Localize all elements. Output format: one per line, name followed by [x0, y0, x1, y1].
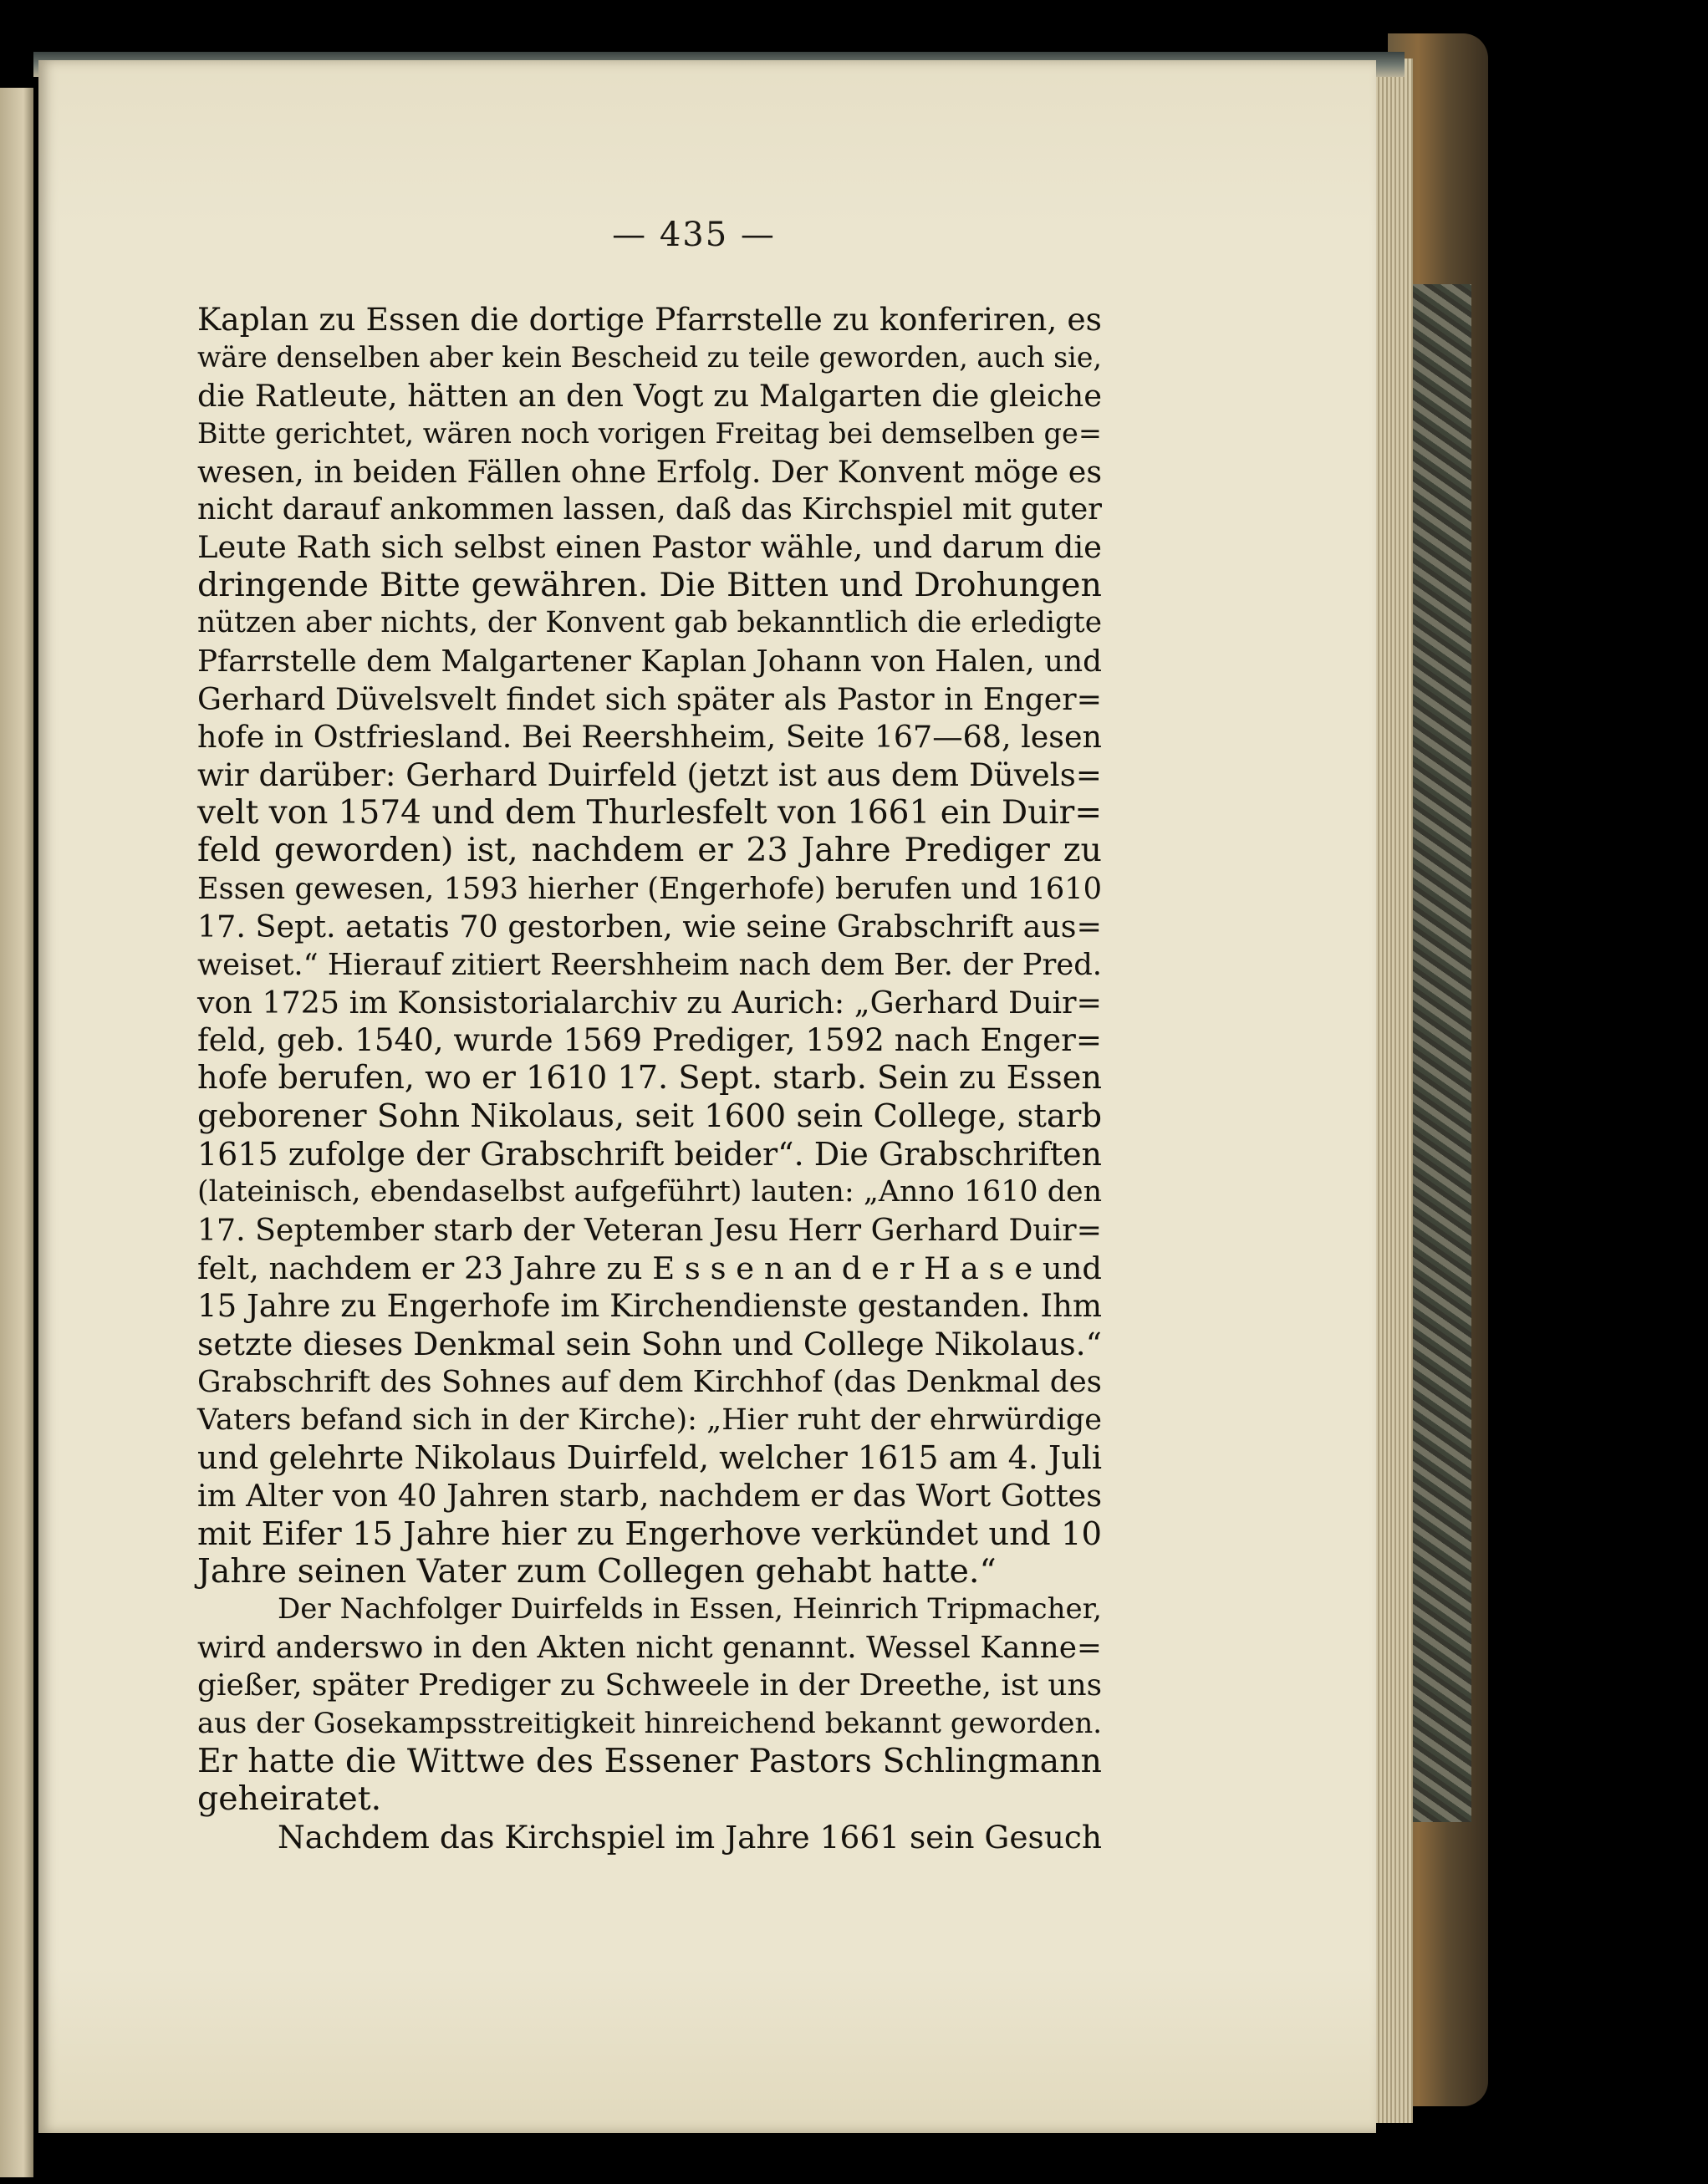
- text-line: wir darüber: Gerhard Duirfeld (jetzt ist aus dem Düvels=: [197, 756, 1102, 793]
- text-line: 1615 zufolge der Grabschrift beider“. Die Grabschriften: [197, 1135, 1102, 1173]
- text-line: dringende Bitte gewähren. Die Bitten und Drohungen: [197, 565, 1102, 604]
- text-line: von 1725 im Konsistorialarchiv zu Aurich: „Gerhard Duir=: [197, 985, 1102, 1021]
- text-line: wird anderswo in den Akten nicht genannt. Wessel Kanne=: [197, 1630, 1102, 1665]
- text-line: Bitte gerichtet, wären noch vorigen Freitag bei demselben ge=: [197, 417, 1102, 451]
- text-line: Leute Rath sich selbst einen Pastor wähle, und darum die: [197, 529, 1102, 566]
- text-line: aus der Gosekampsstreitigkeit hinreichend bekannt geworden.: [197, 1707, 1102, 1740]
- body-text: [197, 301, 1102, 1856]
- text-line: feld, geb. 1540, wurde 1569 Prediger, 1592 nach Enger=: [197, 1022, 1102, 1059]
- text-line: velt von 1574 und dem Thurlesfelt von 1661 ein Duir=: [197, 794, 1102, 832]
- text-line: Der Nachfolger Duirfelds in Essen, Heinrich Tripmacher,: [278, 1592, 1102, 1627]
- text-line: (lateinisch, ebendaselbst aufgeführt) lauten: „Anno 1610 den: [197, 1174, 1102, 1209]
- text-line: Vaters befand sich in der Kirche): „Hier ruht der ehrwürdige: [197, 1403, 1102, 1438]
- text-line: Gerhard Düvelsvelt findet sich später als Pastor in Enger=: [197, 680, 1102, 717]
- text-line: Grabschrift des Sohnes auf dem Kirchhof (das Denkmal des: [197, 1364, 1102, 1399]
- text-line: Essen gewesen, 1593 hierher (Engerhofe) berufen und 1610: [197, 871, 1102, 906]
- text-line: 17. Sept. aetatis 70 gestorben, wie seine Grabschrift aus=: [197, 909, 1102, 945]
- text-line: gießer, später Prediger zu Schweele in der Dreethe, ist uns: [197, 1668, 1102, 1703]
- text-line: geheiratet.: [197, 1779, 382, 1819]
- text-line: wesen, in beiden Fällen ohne Erfolg. Der Konvent möge es: [197, 453, 1102, 490]
- text-line: hofe in Ostfriesland. Bei Reershheim, Seite 167—68, lesen: [197, 719, 1102, 756]
- text-line: nicht darauf ankommen lassen, daß das Kirchspiel mit guter: [197, 491, 1102, 527]
- text-line: felt, nachdem er 23 Jahre zu E s s e n an d e r H a s e und: [197, 1250, 1102, 1286]
- text-line: 15 Jahre zu Engerhofe im Kirchendienste gestanden. Ihm: [197, 1288, 1102, 1325]
- text-line: nützen aber nichts, der Konvent gab bekanntlich die erledigte: [197, 606, 1102, 640]
- text-line: Kaplan zu Essen die dortige Pfarrstelle zu konferiren, es: [197, 301, 1102, 338]
- marbled-cover-pattern: [1413, 284, 1471, 1822]
- text-line: setzte dieses Denkmal sein Sohn und College Nikolaus.“: [197, 1325, 1102, 1362]
- previous-page-edge: [0, 88, 33, 2177]
- text-line: feld geworden) ist, nachdem er 23 Jahre Prediger zu: [197, 831, 1102, 870]
- text-line: und gelehrte Nikolaus Duirfeld, welcher 1615 am 4. Juli: [197, 1438, 1102, 1476]
- text-line: Nachdem das Kirchspiel im Jahre 1661 sein Gesuch: [278, 1818, 1102, 1856]
- text-line: wäre denselben aber kein Bescheid zu teile geworden, auch sie,: [197, 341, 1102, 374]
- text-line: geborener Sohn Nikolaus, seit 1600 sein College, starb: [197, 1097, 1102, 1136]
- text-line: hofe berufen, wo er 1610 17. Sept. starb. Sein zu Essen: [197, 1059, 1102, 1097]
- text-line: 17. September starb der Veteran Jesu Herr Gerhard Duir=: [197, 1212, 1102, 1249]
- page-number: — 435 —: [612, 216, 776, 254]
- text-line: mit Eifer 15 Jahre hier zu Engerhove verkündet und 10: [197, 1515, 1102, 1553]
- text-line: weiset.“ Hierauf zitiert Reershheim nach dem Ber. der Pred.: [197, 947, 1102, 982]
- text-line: Pfarrstelle dem Malgartener Kaplan Johann von Halen, und: [197, 644, 1102, 679]
- text-line: die Ratleute, hätten an den Vogt zu Malgarten die gleiche: [197, 377, 1102, 414]
- page-block-edges: [1371, 59, 1413, 2123]
- text-line: im Alter von 40 Jahren starb, nachdem er das Wort Gottes: [197, 1478, 1102, 1515]
- text-line: Jahre seinen Vater zum Collegen gehabt hatte.“: [197, 1551, 997, 1591]
- text-line: Er hatte die Wittwe des Essener Pastors Schlingmann: [197, 1741, 1102, 1780]
